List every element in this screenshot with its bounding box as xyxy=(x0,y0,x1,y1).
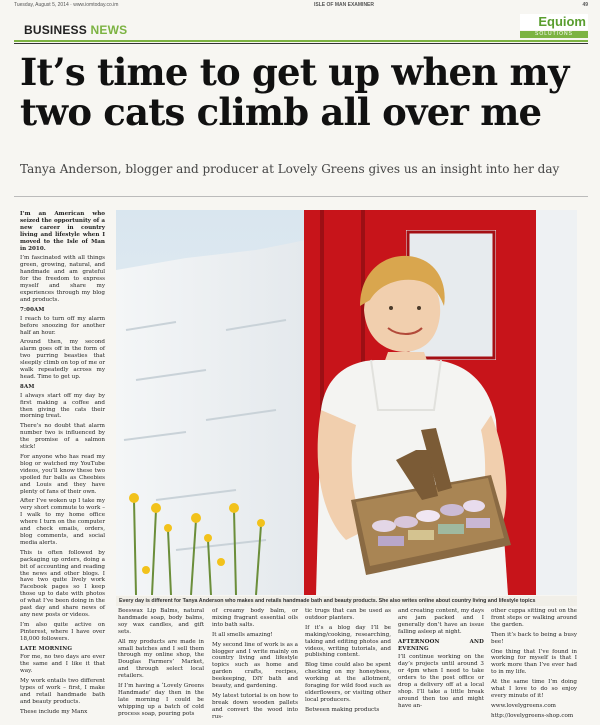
paragraph: and creating content, my days are jam packed and I generally don’t have an issue falling asleep at night. xyxy=(398,608,485,635)
photo-illustration xyxy=(116,210,577,595)
paragraph: Then it’s back to being a busy bee! xyxy=(491,631,577,645)
paragraph: After I’ve woken up I take my very short commute to work – I walk to my home office where I turn on the computer and check emails, orders, blog comments, and social media alerts. xyxy=(20,498,105,546)
section-rule-green xyxy=(14,40,588,42)
whitewashed-wall xyxy=(116,240,316,595)
paragraph: Blog time could also be spent checking on my honeybees, working at the allotment, foraging for wild food such as elderflowers, or visiting other local producers. xyxy=(305,662,391,703)
right-wall xyxy=(536,210,577,595)
paragraph: Between making products xyxy=(305,706,380,713)
paragraph: tic trugs that can be used as outdoor planters. xyxy=(305,608,391,621)
shop-link[interactable]: http://lovelygreens-shop.com xyxy=(491,712,574,719)
photo-caption: Every day is different for Tanya Anderson who makes and retails handmade bath and beauty products. She also writes online about country living and lifestyle topics xyxy=(116,596,577,606)
section-label: BUSINESS NEWS xyxy=(24,23,128,37)
paragraph: other cuppa sitting out on the front steps or walking around the garden. xyxy=(491,608,577,628)
paragraph: There’s no doubt that alarm number two is influenced by the promise of a salmon stick! xyxy=(20,423,105,451)
paragraph: of creamy body balm, or mixing fragrant essential oils into bath salts. xyxy=(212,608,298,628)
subhead-8am: 8AM xyxy=(20,383,35,390)
logo-tagline: SOLUTIONS xyxy=(520,31,588,38)
website-link[interactable]: www.lovelygreens.com xyxy=(491,702,556,709)
paragraph: At the same time I’m doing what I love to do so enjoy every minute of it! xyxy=(491,679,577,699)
paragraph: For me, no two days are ever the same and I like it that way. xyxy=(20,654,105,675)
section-rule-dark xyxy=(14,43,588,44)
paragraph: My second line of work is as a blogger and I write mainly on country living and lifestyle topics such as home and garden crafts, recipes, beekeeping, DIY bath and beauty, and gardening. xyxy=(212,641,298,690)
paragraph: I’m fascinated with all things green, growing, natural, and handmade and am grateful for the freedom to express myself and share my experiences through my blog and products. xyxy=(20,255,105,303)
paragraph: These include my Manx xyxy=(20,708,88,715)
paragraph: I’m also quite active on Pinterest, where I have over 18,000 followers. xyxy=(20,621,105,642)
logo-name: Equiom xyxy=(520,14,588,30)
paragraph: For anyone who has read my blog or watched my YouTube videos, you’ll know these two spoiled fur balls as Cheebies and Louis and they have plenty of fans of their own. xyxy=(20,454,105,495)
paragraph: If I’m having a ‘Lovely Greens Handmade’ day then in the late morning I could be whipping up a batch of cold process soap, pouring pots xyxy=(118,683,204,717)
paragraph: I always start off my day by first making a coffee and then giving the cats their morning treat. xyxy=(20,392,105,420)
standfirst-rule xyxy=(14,196,588,197)
paragraph: Beeswax Lip Balms, natural handmade soap, body balms, soy wax candles, and gift sets. xyxy=(118,608,204,635)
paragraph: My work entails two different types of work – first, I make and retail handmade bath and beauty products. xyxy=(20,678,105,705)
article-column-4 xyxy=(305,608,391,717)
standfirst: Tanya Anderson, blogger and producer at Lovely Greens gives us an insight into her day xyxy=(20,162,560,176)
article-column-1 xyxy=(20,211,105,719)
article-column-2 xyxy=(118,608,204,721)
headline: It’s time to get up when my two cats climb all over me xyxy=(20,50,569,134)
section-title xyxy=(14,17,500,37)
sponsor-logo xyxy=(520,14,588,40)
paragraph: I’ll continue working on the day’s projects until around 3 or 4pm when I need to take orders to the post office or drop a delivery off at a local shop. I’ll take a little break around then too and might have an- xyxy=(398,654,484,709)
paragraph: Around then, my second alarm goes off in the form of two purring beasties that sleepily climb on top of me or walk repeatedly across my head. Time to get up. xyxy=(20,339,105,380)
paragraph: I reach to turn off my alarm before snoozing for another half an hour. xyxy=(20,315,105,336)
dateline: Tuesday, August 5, 2014 · www.iomtoday.co.im xyxy=(14,2,119,8)
page-number: 49 xyxy=(582,2,588,8)
subhead-7am: 7:00AM xyxy=(20,306,45,313)
paragraph: It all smells amazing! xyxy=(212,631,273,638)
paragraph: This is often followed by packaging up orders, doing a bit of accounting and reading the news and other blogs. I have two quite lively work Facebook pages so I keep those up to date with photos of what I’ve been doing in the past day and share news of any new posts or videos. xyxy=(20,549,105,618)
article-column-5 xyxy=(398,608,484,713)
paragraph: If it’s a blog day I’ll be making/cooking, researching, taking and editing photos and videos, writing tutorials, and publishing content. xyxy=(305,624,391,659)
subhead-afternoon: AFTERNOON AND EVENING xyxy=(398,638,484,652)
article-column-6 xyxy=(491,608,577,723)
paragraph: One thing that I’ve found in working for myself is that I work more than I’ve ever had to in my life. xyxy=(491,648,577,676)
subhead-late-morning: LATE MORNING xyxy=(20,645,73,652)
article-column-3 xyxy=(212,608,298,724)
paragraph: My latest tutorial is on how to break down wooden pallets and convert the wood into rus- xyxy=(212,692,298,720)
masthead-strip xyxy=(14,0,588,11)
article-photo xyxy=(116,210,577,595)
paper-name: ISLE OF MAN EXAMINER xyxy=(314,2,375,8)
paragraph: All my products are made in small batches and I sell them through my online shop, the Douglas Farmers’ Market, and through select local retailers. xyxy=(118,638,204,680)
intro-paragraph: I’m an American who seized the opportunity of a new career in country living and lifestyle when I moved to the Isle of Man in 2010. xyxy=(20,211,105,252)
